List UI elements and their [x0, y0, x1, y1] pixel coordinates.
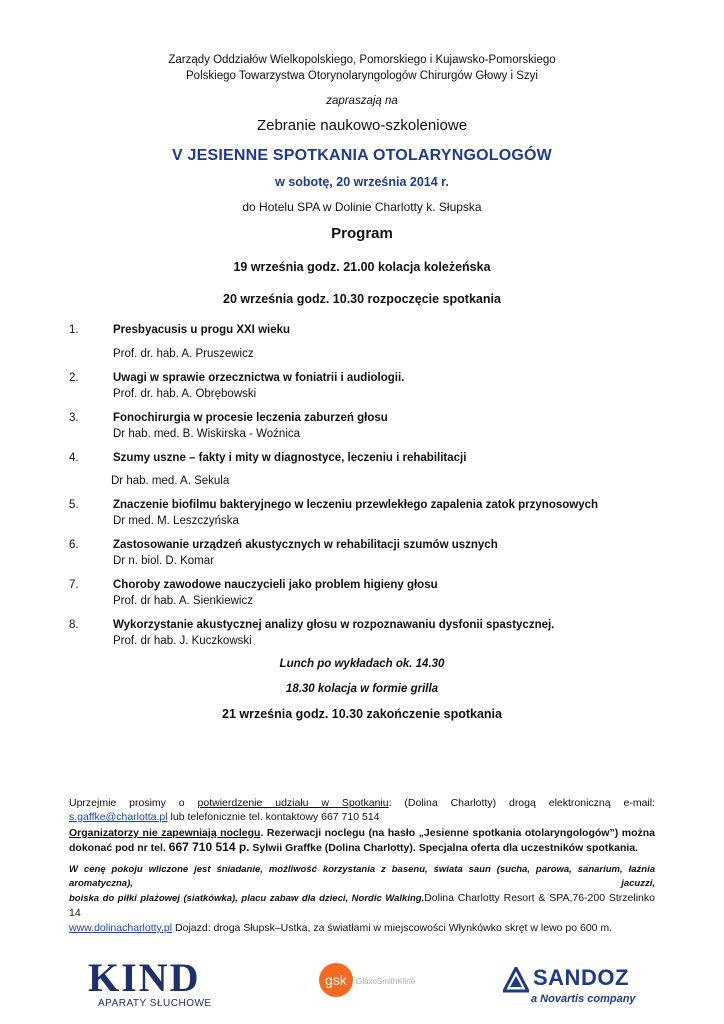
gsk-emblem-icon [318, 962, 354, 998]
event-title: V JESIENNE SPOTKANIA OTOLARYNGOLOGÓW [172, 147, 552, 164]
talk-number: 6. [69, 539, 79, 551]
talk-number: 1. [69, 324, 79, 336]
talk-speaker: Dr n. biol. D. Komar [113, 555, 214, 567]
reservation-text-2: dokonać pod nr tel. [69, 842, 169, 854]
resort-address: Dolina Charlotty Resort & SPA,76-200 Strzelinko 14 [69, 892, 655, 919]
organizers [0, 52, 724, 84]
organizers-line-2: Polskiego Towarzystwa Otorynolaryngologów Chirurgów Głowy i Szyi [186, 70, 538, 82]
email-link[interactable]: s.gaffke@charlotta.pl [69, 811, 168, 823]
rsvp-paragraph [69, 796, 655, 824]
evening-dinner: 19 września godz. 21.00 kolacja koleżeńska [233, 260, 491, 274]
program-heading: Program [331, 225, 393, 242]
talk-number: 2. [69, 372, 79, 384]
talk-speaker: Prof. dr hab. A. Sienkiewicz [113, 595, 253, 607]
talk-speaker: Prof. dr. hab. A. Obrębowski [113, 388, 257, 400]
opening-time: 20 września godz. 10.30 rozpoczęcie spotkania [223, 292, 501, 306]
sandoz-logo-name: SANDOZ [533, 965, 629, 990]
talk-speaker: Prof. dr. hab. A. Pruszewicz [113, 348, 254, 360]
talk-number: 5. [69, 499, 79, 511]
talk-title: Uwagi w sprawie orzecznictwa w foniatrii i audiologii. [113, 372, 405, 384]
website-link[interactable]: www.dolinacharlotty.pl [69, 922, 173, 934]
sandoz-triangle-icon [503, 967, 529, 993]
talk-title: Wykorzystanie akustycznej analizy głosu w rozpoznawaniu dysfonii spastycznej. [113, 619, 555, 631]
talk-title: Znaczenie biofilmu bakteryjnego w leczeniu przewlekłego zapalenia zatok przynosowych [113, 499, 599, 511]
grill-dinner: 18.30 kolacja w formie grilla [285, 683, 439, 695]
lunch-time: Lunch po wykładach ok. 14.30 [279, 658, 445, 670]
rsvp-text: Uprzejmie prosimy o [69, 797, 198, 809]
invite-text: zapraszają na [326, 95, 398, 107]
rsvp-text-2: : (Dolina Charlotty) drogą elektroniczną e-mail: [388, 797, 655, 809]
rsvp-phone-text: lub telefonicznie tel. kontaktowy 667 710 514 [167, 811, 380, 823]
event-venue: do Hotelu SPA w Dolinie Charlotty k. Słupska [242, 200, 482, 214]
sandoz-logo-subtitle: a Novartis company [531, 993, 636, 1005]
directions-text: Dojazd: droga Słupsk–Ustka, za światłami w miejscowości Włynkówko skręt w lewo po 600 m. [172, 922, 613, 934]
talk-title: Zastosowanie urządzeń akustycznych w rehabilitacji szumów usznych [113, 539, 498, 551]
gsk-logo-name: GlaxoSmithKline [356, 977, 416, 986]
kind-logo-subtitle: APARATY SŁUCHOWE [98, 998, 212, 1009]
talk-number: 4. [69, 452, 79, 464]
no-accommodation-note: Organizatorzy nie zapewniają noclegu [69, 827, 261, 839]
organizers-line-1: Zarządy Oddziałów Wielkopolskiego, Pomorskiego i Kujawsko-Pomorskiego [168, 54, 556, 66]
talk-speaker: Dr med. M. Leszczyńska [113, 515, 239, 527]
kind-logo-name: KIND [88, 955, 201, 1000]
kind-logo [88, 955, 218, 1009]
talk-number: 7. [69, 579, 79, 591]
talk-title: Presbyacusis u progu XXI wieku [113, 324, 291, 336]
closing-time: 21 września godz. 10.30 zakończenie spotkania [222, 707, 502, 721]
talk-title: Fonochirurgia w procesie leczenia zaburzeń głosu [113, 412, 388, 424]
gsk-logo [318, 962, 458, 1002]
event-date: w sobotę, 20 września 2014 r. [275, 175, 449, 189]
talk-speaker: Dr hab. med. A. Sekula [111, 475, 230, 487]
talk-speaker: Dr hab. med. B. Wiskirska - Woźnica [113, 428, 301, 440]
talk-speaker: Prof. dr hab. J. Kuczkowski [113, 635, 252, 647]
offer-line-1: W cenę pokoju wliczone jest śniadanie, możliwość korzystania z basenu, świata saun (sucha, parowa, sanarium, łaźnia aromatyczna), jacuzzi, [69, 864, 655, 889]
reservation-text-3: Sylwii Graffke (Dolina Charlotty). Specjalna oferta dla uczestników spotkania. [249, 842, 639, 854]
offer-line-2: boiska do piłki plażowej (siatkówka), placu zabaw dla dzieci, Nordic Walking. [69, 893, 425, 904]
reservation-phone: 667 710 514 p. [168, 840, 250, 854]
reservation-text: . Rezerwacji noclegu (na hasło „Jesienne spotkania otolaryngologów”) można [260, 827, 655, 839]
talk-number: 8. [69, 619, 79, 631]
offer-paragraph [69, 863, 655, 935]
talk-title: Choroby zawodowe nauczycieli jako problem higieny głosu [113, 579, 438, 591]
talk-title: Szumy uszne – fakty i mity w diagnostyce, leczeniu i rehabilitacji [113, 452, 467, 464]
accommodation-paragraph [69, 826, 655, 855]
meeting-type: Zebranie naukowo-szkoleniowe [256, 117, 468, 134]
gsk-mark: gsk [325, 972, 347, 988]
rsvp-confirm-link[interactable]: potwierdzenie udziału w Spotkaniu [197, 797, 389, 809]
talk-number: 3. [69, 412, 79, 424]
